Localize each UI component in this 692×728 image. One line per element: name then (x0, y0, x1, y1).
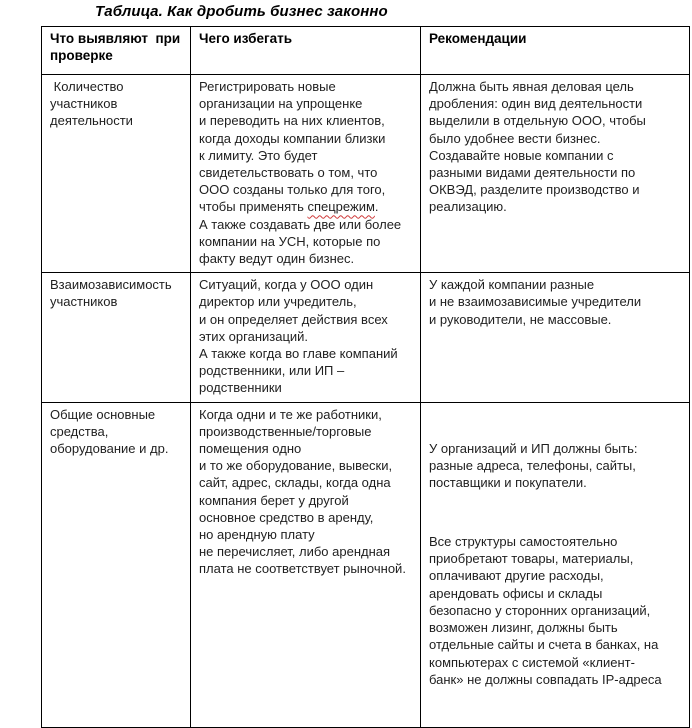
col-header-recommendations: Рекомендации (421, 27, 690, 75)
cell-recommend-shared-assets (421, 402, 690, 728)
document-page (0, 3, 692, 687)
spellcheck-underlined-word: спецрежим (307, 199, 375, 215)
cell-what-interdependence: Взаимозависимость участников (42, 273, 191, 402)
table-row-interdependence (42, 273, 690, 402)
col-header-what-inspectors-check: Что выявляют при проверке (42, 27, 191, 75)
business-split-table (41, 26, 690, 728)
recommend-paragraph-2: Все структуры самостоятельно приобретают товары, материалы, оплачивают другие расходы, арендовать офисы и склады безопасно у сторонних организаций, возможен лизинг, должны быть отдельные сайты и счета в банках, на компьютерах с системой «клиент- банк» не должны совпадать IP-адреса (429, 534, 662, 687)
cell-what-participants-count: Количество участников деятельности (42, 75, 191, 273)
header-row (42, 27, 690, 75)
table-row-participants-count (42, 75, 690, 273)
table-caption: Таблица. Как дробить бизнес законно (95, 3, 388, 20)
cell-what-shared-assets: Общие основные средства, оборудование и др. (42, 402, 191, 728)
recommend-paragraph-1: У организаций и ИП должны быть: разные адреса, телефоны, сайты, поставщики и покупатели. (429, 441, 638, 491)
cell-avoid-shared-assets: Когда одни и те же работники, производственные/торговые помещения одно и то же оборудование, вывески, сайт, адрес, склады, когда одна компания берет у другой основное средство в аренду, но арендную плату не перечисляет, либо арендная плата не соответствует рыночной. (191, 402, 421, 728)
cell-avoid-participants-count (191, 75, 421, 273)
table-row-shared-assets (42, 402, 690, 728)
cell-recommend-interdependence: У каждой компании разные и не взаимозависимые учредители и руководители, не массовые. (421, 273, 690, 402)
col-header-what-to-avoid: Чего избегать (191, 27, 421, 75)
cell-avoid-interdependence: Ситуаций, когда у ООО один директор или учредитель, и он определяет действия всех этих организаций. А также когда во главе компаний родственники, или ИП – родственники (191, 273, 421, 402)
avoid-text-before: Регистрировать новые организации на упрощенке и переводить на них клиентов, когда доходы компании близки к лимиту. Это будет свидетельствовать о том, что ООО созданы только для того, чтобы применять (199, 79, 386, 215)
cell-recommend-participants-count: Должна быть явная деловая цель дробления: один вид деятельности выделили в отдельную ООО, чтобы было удобнее вести бизнес. Создавайте новые компании с разными видами деятельности по ОКВЭД, разделите производство и реализацию. (421, 75, 690, 273)
avoid-text-after: . А также создавать две или более компании на УСН, которые по факту ведут один бизнес. (199, 199, 402, 267)
